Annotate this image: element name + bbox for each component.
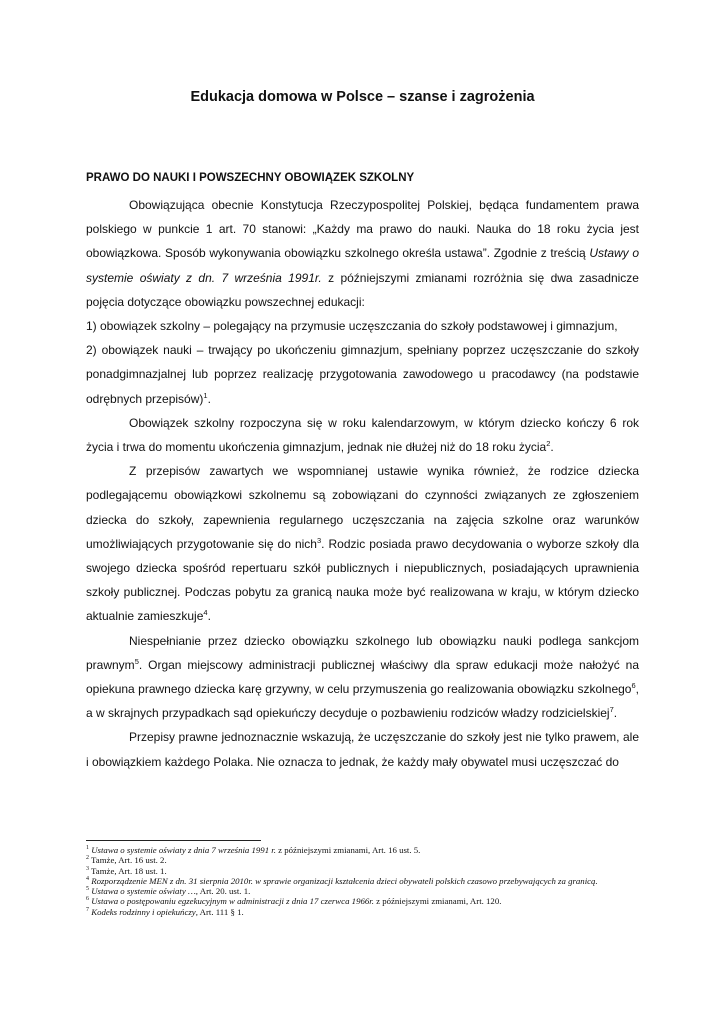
- paragraph-school-start: [86, 411, 639, 459]
- footnote-number: 6: [86, 896, 89, 903]
- footnote: [86, 855, 639, 865]
- footnote-text: , Art. 20. ust. 1.: [195, 886, 251, 897]
- paragraph-text: . Rodzic posiada prawo decydowania o wyborze szkoły dla swojego dziecka spośród repertuaru szkół publicznych i niepublicznych, posiadających uprawnienia szkoły publicznej. Podczas pobytu za granicą nauka może być realizowana w kraju, w którym dziecko aktualnie zamieszkuje: [86, 536, 639, 624]
- paragraph-text: Obowiązek szkolny rozpoczyna się w roku kalendarzowym, w którym dziecko kończy 6 rok życia i trwa do momentu ukończenia gimnazjum, jednak nie dłużej niż do 18 roku życia: [86, 415, 639, 455]
- list-item-text: 2) obowiązek nauki – trwający po ukończeniu gimnazjum, spełniany poprzez uczęszczanie do szkoły ponadgimnazjalnej lub poprzez realizację przygotowania zawodowego u pracodawcy (na podstawie odrębnych przepisów): [86, 343, 639, 406]
- footnotes: [86, 845, 639, 917]
- footnote-ref[interactable]: 5: [134, 656, 139, 666]
- footnote-number: 7: [86, 906, 89, 913]
- section-heading: PRAWO DO NAUKI I POWSZECHNY OBOWIĄZEK SZKOLNY: [86, 172, 415, 184]
- footnote-number: 4: [86, 875, 89, 882]
- list-item: [86, 314, 639, 338]
- footnote-text: z późniejszymi zmianami, Art. 120.: [373, 896, 502, 907]
- punctuation: .: [207, 391, 211, 406]
- footnote-text: z późniejszymi zmianami, Art. 16 ust. 5.: [275, 845, 421, 855]
- paragraph-text: , a w skrajnych przypadkach sąd opiekuńczy decyduje o pozbawieniu rodziców władzy rodzicielskiej: [86, 682, 639, 721]
- punctuation: .: [207, 609, 211, 624]
- act-title: Ustawy o systemie oświaty z dn. 7 września 1991r.: [86, 246, 639, 285]
- footnote-text: Tamże, Art. 18 ust. 1.: [91, 865, 167, 876]
- footnote-ref[interactable]: 2: [546, 439, 551, 449]
- footnote: [86, 896, 639, 906]
- footnote-separator: [86, 840, 261, 841]
- paragraph-sanctions: [86, 629, 639, 726]
- footnote: [86, 907, 639, 917]
- paragraph-text: . Organ miejscowy administracji publicznej właściwy dla spraw edukacji może nałożyć na opiekuna prawnego dziecka karę grzywny, w celu przymuszenia go realizowania obowiązku szkolnego: [86, 657, 639, 697]
- footnote-source: Ustawa o systemie oświaty …: [91, 886, 196, 897]
- footnote-ref[interactable]: 4: [203, 608, 208, 618]
- footnote-source: Rozporządzenie MEN z dn. 31 sierpnia 2010r. w sprawie organizacji kształcenia dzieci obywateli polskich czasowo przebywających za granicą.: [91, 875, 598, 886]
- footnote: [86, 845, 639, 855]
- punctuation: .: [613, 706, 618, 721]
- paragraph-constitution: [86, 193, 639, 314]
- footnote: [86, 876, 639, 886]
- paragraph-text: z późniejszymi zmianami rozróżnia się dwa zasadnicze pojęcia dotyczące obowiązku powszechnej edukacji:: [86, 270, 639, 309]
- footnote: [86, 866, 639, 876]
- paragraph-text: Niespełnianie przez dziecko obowiązku szkolnego lub obowiązku nauki podlega sankcjom prawnym: [86, 633, 639, 672]
- footnote-source: Ustawa o postępowaniu egzekucyjnym w administracji z dnia 17 czerwca 1966r.: [91, 896, 374, 907]
- footnote-ref[interactable]: 6: [631, 681, 636, 691]
- paragraph-obligation: [86, 725, 639, 773]
- document-body: [86, 193, 639, 774]
- punctuation: .: [550, 440, 554, 455]
- footnote-number: 2: [86, 855, 89, 862]
- footnote-source: Ustawa o systemie oświaty z dnia 7 września 1991 r.: [91, 845, 276, 855]
- footnote-ref[interactable]: 3: [316, 535, 322, 545]
- footnote-number: 3: [86, 865, 89, 872]
- footnote-number: 5: [86, 886, 89, 893]
- paragraph-parents-duties: [86, 459, 639, 628]
- footnote: [86, 886, 639, 896]
- footnote-source: Kodeks rodzinny i opiekuńczy: [91, 906, 196, 917]
- footnote-ref[interactable]: 1: [203, 390, 208, 400]
- footnote-number: 1: [86, 845, 89, 852]
- list-item: [86, 338, 639, 411]
- paragraph-text: Przepisy prawne jednoznacznie wskazują, że uczęszczanie do szkoły jest nie tylko prawem, ale i obowiązkiem każdego Polaka. Nie oznacza to jednak, że każdy mały obywatel musi uczęszczać do: [86, 730, 639, 769]
- document-title: Edukacja domowa w Polsce – szanse i zagrożenia: [190, 89, 535, 105]
- footnote-ref[interactable]: 7: [609, 705, 614, 715]
- footnote-text: , Art. 111 § 1.: [195, 906, 244, 917]
- list-item-text: 1) obowiązek szkolny – polegający na przymusie uczęszczania do szkoły podstawowej i gimnazjum,: [86, 319, 618, 334]
- paragraph-text: Obowiązująca obecnie Konstytucja Rzeczypospolitej Polskiej, będąca fundamentem prawa polskiego w punkcie 1 art. 70 stanowi: „Każdy ma prawo do nauki. Nauka do 18 roku życia jest obowiązkowa. Sposób wykonywania obowiązku szkolnego określa ustawa”. Zgodnie z treścią: [86, 198, 639, 261]
- footnote-text: Tamże, Art. 16 ust. 2.: [91, 855, 167, 866]
- paragraph-text: Z przepisów zawartych we wspomnianej ustawie wynika również, że rodzice dziecka podlegającemu obowiązkowi szkolnemu są zobowiązani do czynności związanych ze zgłoszeniem dziecka do szkoły, zapewnienia regularnego uczęszczania na zajęcia szkolne oraz warunków umożliwiających przygotowanie się do nich: [86, 464, 639, 551]
